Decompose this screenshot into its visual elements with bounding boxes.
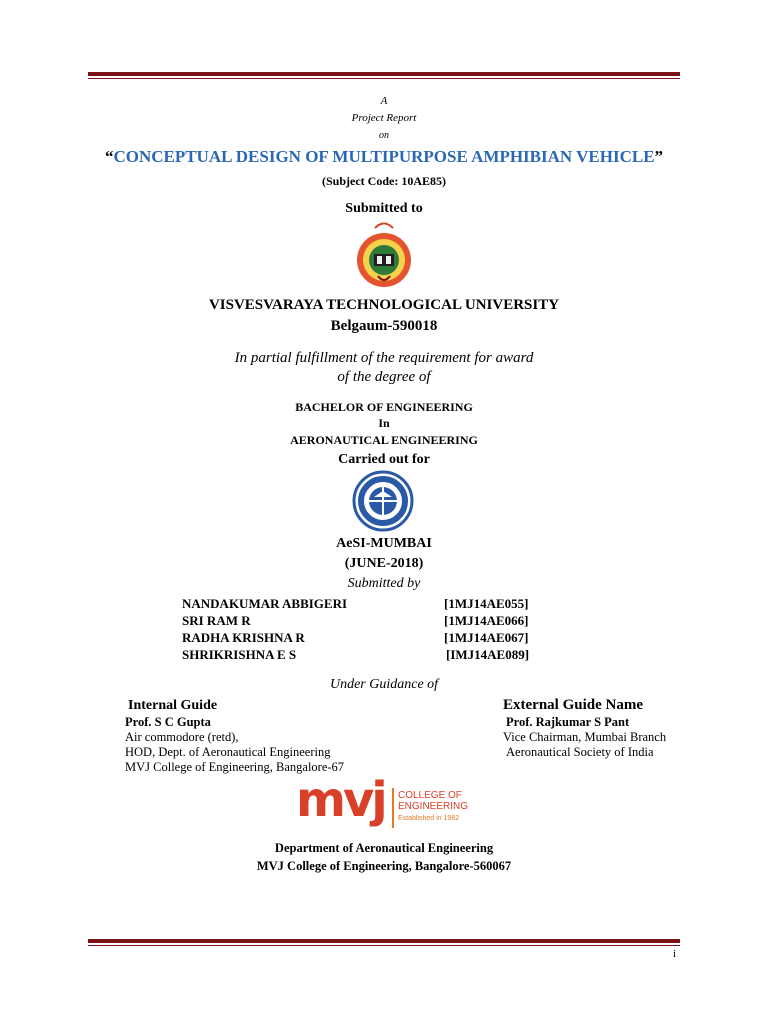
degree-line-1: BACHELOR OF ENGINEERING [295,400,473,414]
student-name: SRI RAM R [182,613,251,628]
mvj-engineering: ENGINEERING [398,801,469,812]
bottom-rule [88,939,680,946]
carried-out-for: Carried out for [338,452,430,467]
university-location: Belgaum-590018 [330,318,438,334]
submitted-by: Submitted by [347,576,421,591]
fulfillment-line-1: In partial fulfillment of the requirement for award [234,350,534,366]
internal-guide-name: Prof. S C Gupta [125,715,211,729]
report-a: A [380,95,388,107]
student-name: RADHA KRISHNA R [182,630,305,645]
organization-name: AeSI-MUMBAI [336,536,432,551]
student-name: NANDAKUMAR ABBIGERI [182,596,348,611]
mvj-established: Established in 1982 [398,815,460,822]
report-on: on [379,130,389,141]
project-title-text: CONCEPTUAL DESIGN OF MULTIPURPOSE AMPHIBIAN VEHICLE [113,147,655,166]
student-name: SHRIKRISHNA E S [182,647,297,662]
external-guide-line-2: Aeronautical Society of India [506,745,654,759]
project-title [0,147,768,167]
degree-line-2: In [378,416,390,430]
page-number: i [672,948,676,960]
student-id: [1MJ14AE066] [444,613,529,628]
title-close-quote: ” [654,147,664,166]
internal-guide-line-3: MVJ College of Engineering, Bangalore-67 [125,760,345,774]
report-label: Project Report [351,112,417,124]
student-id: [1MJ14AE067] [444,630,529,645]
department-name: Department of Aeronautical Engineering [274,841,494,855]
vtu-seal-icon [355,218,413,290]
internal-guide-line-2: HOD, Dept. of Aeronautical Engineering [125,745,331,759]
student-id: [IMJ14AE089] [446,647,530,662]
student-id: [1MJ14AE055] [444,596,529,611]
fulfillment-line-2: of the degree of [337,369,431,385]
college-address: MVJ College of Engineering, Bangalore-560067 [256,859,512,873]
degree-line-3: AERONAUTICAL ENGINEERING [290,433,478,447]
title-open-quote: “ [104,147,114,166]
mvj-logo [296,772,476,834]
mvj-mark: mvj [296,772,385,828]
university-name: VISVESVARAYA TECHNOLOGICAL UNIVERSITY [208,297,560,313]
mvj-college-of: COLLEGE OF [398,790,462,801]
organization-date: (JUNE-2018) [344,556,424,571]
aesi-seal-icon [352,470,414,532]
subject-code: (Subject Code: 10AE85) [322,174,446,188]
external-guide-name: Prof. Rajkumar S Pant [506,715,630,729]
submitted-to: Submitted to [345,201,423,216]
internal-guide-heading: Internal Guide [128,698,218,713]
internal-guide-line-1: Air commodore (retd), [125,730,239,744]
under-guidance: Under Guidance of [329,677,439,692]
external-guide-heading: External Guide Name [503,697,643,713]
external-guide-line-1: Vice Chairman, Mumbai Branch [503,730,667,744]
top-rule [88,72,680,79]
